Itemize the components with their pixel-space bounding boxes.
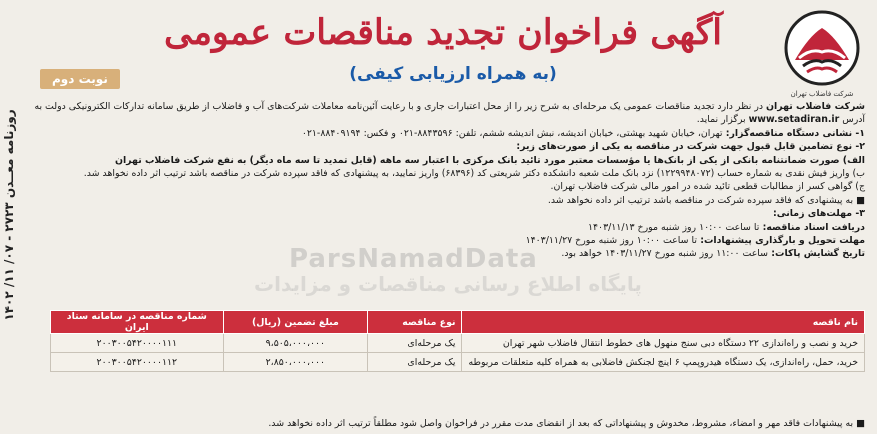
- header-guarantee-amount: مبلغ تضمین (ریال): [223, 311, 367, 334]
- guarantee-option-c: ج) گواهی کسر از مطالبات قطعی تائید شده در امور مالی شرکت فاضلاب تهران.: [550, 181, 865, 193]
- deadline-documents-label: دریافت اسناد مناقصه:: [759, 221, 865, 233]
- cell-guarantee-amount: ۹،۵۰۵،۰۰۰،۰۰۰: [223, 334, 367, 353]
- address-label: ۱- نشانی دستگاه مناقصه‌گزار:: [722, 127, 865, 139]
- address-text: تهران، خیابان شهید بهشتی، خیابان اندیشه، نبش اندیشه ششم، تلفن: ۸۸۴۳۵۹۶-۰۲۱ و فکس: ۸۸۴۰۹۱۹۴-۰۲۱: [301, 127, 723, 139]
- deadline-opening-value: ساعت ۱۱:۰۰ روز شنبه مورخ ۱۴۰۳/۱۱/۲۷ خواهد بود.: [561, 248, 769, 260]
- section-guarantee-title: ۲- نوع تضامین قابل قبول جهت شرکت در مناقصه به یکی از صورت‌های زیر:: [516, 141, 865, 153]
- notice-body: [34, 100, 865, 261]
- watermark: ParsNamadData: [289, 244, 538, 274]
- deadline-documents: [37, 221, 865, 234]
- logo-caption: شرکت فاضلاب تهران: [790, 90, 854, 98]
- intro-paragraph: [34, 100, 865, 113]
- cell-guarantee-amount: ۲،۸۵۰،۰۰۰،۰۰۰: [223, 353, 367, 372]
- header-tender-name: نام ناقصه: [462, 311, 865, 334]
- header-tender-type: نوع مناقصه: [368, 311, 462, 334]
- water-drop-logo-icon: [779, 8, 865, 94]
- cell-tender-number: ۲۰۰۳۰۰۵۴۲۰۰۰۰۱۱۱: [51, 334, 224, 353]
- deadline-opening-label: تاریخ گشایش پاکات:: [768, 248, 865, 260]
- deadline-submission-value: تا ساعت ۱۰:۰۰ روز شنبه مورخ ۱۴۰۳/۱۱/۲۷: [525, 235, 697, 247]
- footer-note: ■ به پیشنهادات فاقد مهر و امضاء، مشروط، مخدوش و پیشنهاداتی که بعد از انقضای مدت مقرر در فراخوان واصل شود مطلقاً ترتیب اثر داده نخواهد شد.: [268, 418, 865, 429]
- deadline-documents-value: تا ساعت ۱۰:۰۰ روز شنبه مورخ ۱۴۰۳/۱۱/۱۳: [587, 221, 760, 233]
- header-tender-number: شماره مناقصه در سامانه ستاد ایران: [51, 311, 224, 334]
- deadline-submission-label: مهلت تحویل و بارگذاری پیشنهادات:: [696, 235, 865, 247]
- guarantee-option-a: الف) صورت ضمانتنامه بانکی از یکی از بانک‌ها یا مؤسسات معتبر مورد تائید بانک مرکزی با اعتبار سه ماهه (قابل تمدید تا سه ماه دیگر) به نفع شرکت فاضلاب تهران: [114, 154, 865, 166]
- setadiran-link[interactable]: www.setadiran.ir: [748, 114, 840, 126]
- intro-paragraph-2: [37, 113, 865, 126]
- company-name: شرکت فاضلاب تهران: [766, 101, 865, 112]
- cell-tender-type: یک مرحله‌ای: [368, 353, 462, 372]
- intro-text-2a: آدرس: [839, 114, 865, 126]
- cell-tender-name: خرید، حمل، راه‌اندازی، یک دستگاه هیدروپمپ ۶ اینچ لجنکش فاضلابی به همراه کلیه متعلقات مربوطه: [462, 353, 865, 372]
- table-row: [51, 353, 865, 372]
- tender-notice: [24, 4, 873, 432]
- watermark-persian: پایگاه اطلاع رسانی مناقصات و مزایدات: [254, 272, 642, 296]
- newspaper-side-strip: [0, 0, 22, 434]
- round-badge: نوبت دوم: [40, 69, 120, 89]
- intro-text-2b: برگزار نماید.: [696, 114, 749, 126]
- notice-title: آگهی فراخوان تجدید مناقصات عمومی: [164, 12, 722, 53]
- intro-text: در نظر دارد تجدید مناقصات عمومی یک مرحله‌ای به شرح زیر را از محل اعتبارات جاری و با رعایت آئین‌نامه معاملات شرکت‌های آب و فاضلاب از طریق سامانه تدارکات الکترونیکی دولت به: [34, 101, 767, 112]
- tender-table: [50, 310, 865, 372]
- cell-tender-name: خرید و نصب و راه‌اندازی ۲۲ دستگاه دبی سنج منهول های خطوط انتقال فاضلاب شهر تهران: [462, 334, 865, 353]
- cell-tender-type: یک مرحله‌ای: [368, 334, 462, 353]
- notice-subtitle: (به همراه ارزیابی کیفی): [349, 64, 557, 84]
- table-row: [51, 334, 865, 353]
- guarantee-option-b: ب) واریز فیش نقدی به شماره حساب (۱۲۲۹۹۴۸۰۷۲) نزد بانک ملت شعبه دانشکده دکتر شریعتی کد (۶۸۳۹۶) واریز نمایید، به پیشنهادی که فاقد سپرده شرکت در مناقصه باشد ترتیب اثر داده نخواهد شد.: [83, 168, 865, 180]
- newspaper-name-date: روزنامه مع‍‍ــدن ۲۷۲۳ - ۰۷/ ۱۱/ ۱۴۰۲: [2, 109, 16, 321]
- table-header-row: [51, 311, 865, 334]
- section-deadlines-title: ۳- مهلت‌های زمانی:: [773, 208, 865, 220]
- section-address: [37, 127, 865, 140]
- guarantee-note: ■ به پیشنهادی که فاقد سپرده شرکت در مناقصه باشد ترتیب اثر داده نخواهد شد.: [547, 194, 865, 206]
- cell-tender-number: ۲۰۰۳۰۰۵۴۲۰۰۰۰۱۱۲: [51, 353, 224, 372]
